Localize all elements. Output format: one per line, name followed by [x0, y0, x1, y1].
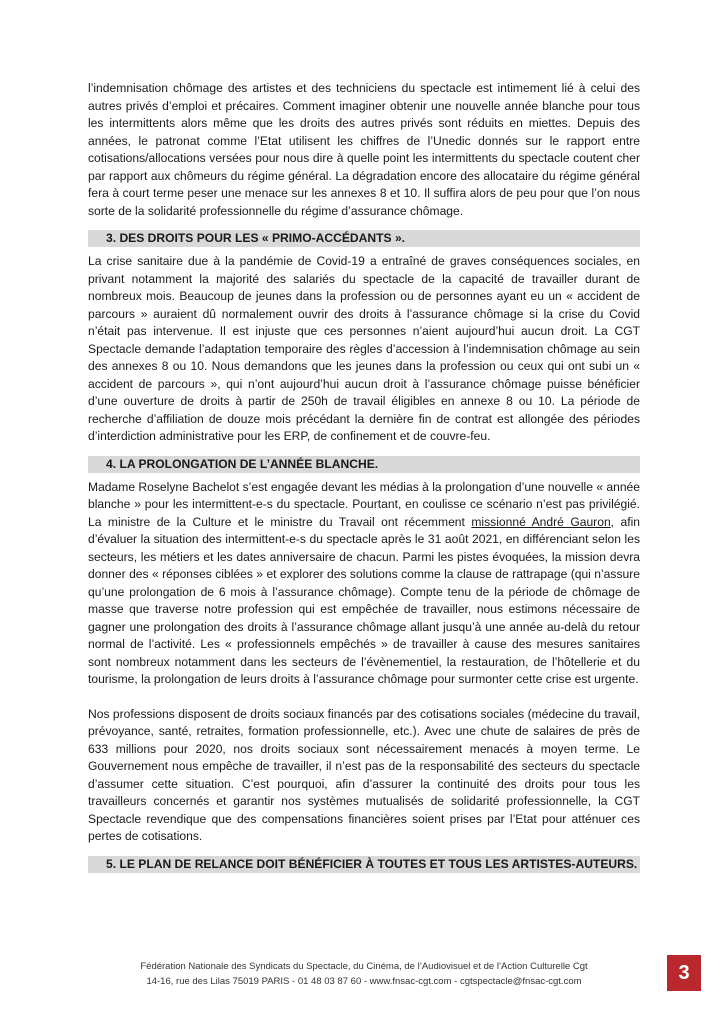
intro-paragraph: l’indemnisation chômage des artistes et des techniciens du spectacle est intimement lié à celui des autres privés d’emploi et précaires. Comment imaginer obtenir une nouvelle année blanche pour tous les intermittents alors même que les droits des autres privés sont réduits en miettes. Depuis des années, le patronat comme l’Etat utilisent les chiffres de l’Unedic donnés sur le rapport entre cotisations/allocations versées pour nous dire à quelle point les intermittents du spectacle coutent cher par rapport aux chômeurs du régime général. La dégradation encore des allocataire du régime général fera à court terme peser une menace sur les annexes 8 et 10. Il suffira alors de peu pour que l’on nous sorte de la solidarité professionnelle du régime d’assurance chômage.: [88, 81, 640, 218]
section-4-paragraph-2: Nos professions disposent de droits sociaux financés par des cotisations sociales (médecine du travail, prévoyance, santé, retraites, formation professionnelle, etc.). Avec une chute de salaires de près de 633 millions pour 2020, nos droits sociaux sont nécessairement menacés à moyen terme. Le Gouvernement nous empêche de travailler, il n’est pas de la responsabilité des secteurs du spectacle d’assumer cette situation. C’est pourquoi, afin d’assurer la continuité des droits pour tous les travailleurs concernés et garantir nos systèmes mutualisés de solidarité professionnelle, la CGT Spectacle revendique que des compensations financières soient prises par l’Etat pour atténuer ces pertes de cotisations.: [88, 706, 640, 843]
gauron-mission-link[interactable]: missionné André Gauron: [471, 514, 611, 529]
footer-organization: Fédération Nationale des Syndicats du Spectacle, du Cinéma, de l’Audiovisuel et de l’Action Culturelle Cgt: [140, 961, 588, 972]
section-4-text-a: Madame Roselyne Bachelot s’est engagée devant les médias à la prolongation d’une nouvelle « année blanche » pour les intermittent-e-s du spectacle. Pourtant, en coulisse ce scénario n’est pas privilégié. La ministre de la Culture et le ministre du Travail ont récemment: [88, 479, 640, 529]
section-3-heading: 3. DES DROITS POUR LES « PRIMO-ACCÉDANTS ».: [88, 230, 640, 247]
page-number-badge: 3: [667, 955, 701, 991]
section-5-heading: 5. LE PLAN DE RELANCE DOIT BÉNÉFICIER À TOUTES ET TOUS LES ARTISTES-AUTEURS.: [88, 856, 640, 873]
section-4-text-b: , afin d’évaluer la situation des intermittent-e-s du spectacle après le 31 août 2021, en différenciant selon les secteurs, les métiers et les dates anniversaire de chacun. Parmi les pistes évoquées, la mission devra donner des « réponses ciblées » et explorer des solutions comme la clause de rattrapage (qui n’assure qu’une prolongation de 6 mois à l’assurance chômage). Compte tenu de la période de chômage de masse que traverse notre profession qui est empêchée de travailler, nous estimons nécessaire de gagner une prolongation des droits à l’assurance chômage allant jusqu’à une année au-delà du retour normal de l’activité. Les « professionnels empêchés » de travailler à cause des mesures sanitaires sont nombreux notamment dans les secteurs de l’évènementiel, la restauration, de l’hôtellerie et du tourisme, la prolongation de leurs droits à l’assurance chômage pour surmonter cette crise est urgente.: [88, 514, 640, 686]
section-3-paragraph: La crise sanitaire due à la pandémie de Covid-19 a entraîné de graves conséquences sociales, en privant notamment la majorité des salariés du spectacle de la capacité de travailler durant de nombreux mois. Beaucoup de jeunes dans la profession ou de personnes ayant eu un « accident de parcours » auraient dû normalement ouvrir des droits à l’assurance chômage si la crise du Covid n’était pas intervenue. Il est injuste que ces personnes n’aient aujourd’hui aucun droit. La CGT Spectacle demande l’adaptation temporaire des règles d’accession à l’indemnisation chômage au sein des annexes 8 ou 10. Nous demandons que les jeunes dans la profession ou ceux qui ont subi un « accident de parcours », qui n’ont aujourd’hui aucun droit à l’assurance chômage puisse bénéficier d’une ouverture de droits à partir de 250h de travail éligibles en annexe 8 ou 10. La période de recherche d’affiliation de douze mois précédant la dernière fin de contrat est allongée des périodes d’interdiction administrative pour les ERP, de confinement et de couvre-feu.: [88, 254, 640, 443]
page-footer: [88, 959, 640, 989]
page-content: [88, 80, 640, 879]
footer-contact: 14-16, rue des Lilas 75019 PARIS - 01 48 03 87 60 - www.fnsac-cgt.com - cgtspectacle@fnsac-cgt.com: [146, 976, 582, 987]
paragraph-gap: [88, 689, 640, 706]
section-4-heading: 4. LA PROLONGATION DE L’ANNÉE BLANCHE.: [88, 456, 640, 473]
section-4-paragraph-1: [88, 479, 640, 689]
